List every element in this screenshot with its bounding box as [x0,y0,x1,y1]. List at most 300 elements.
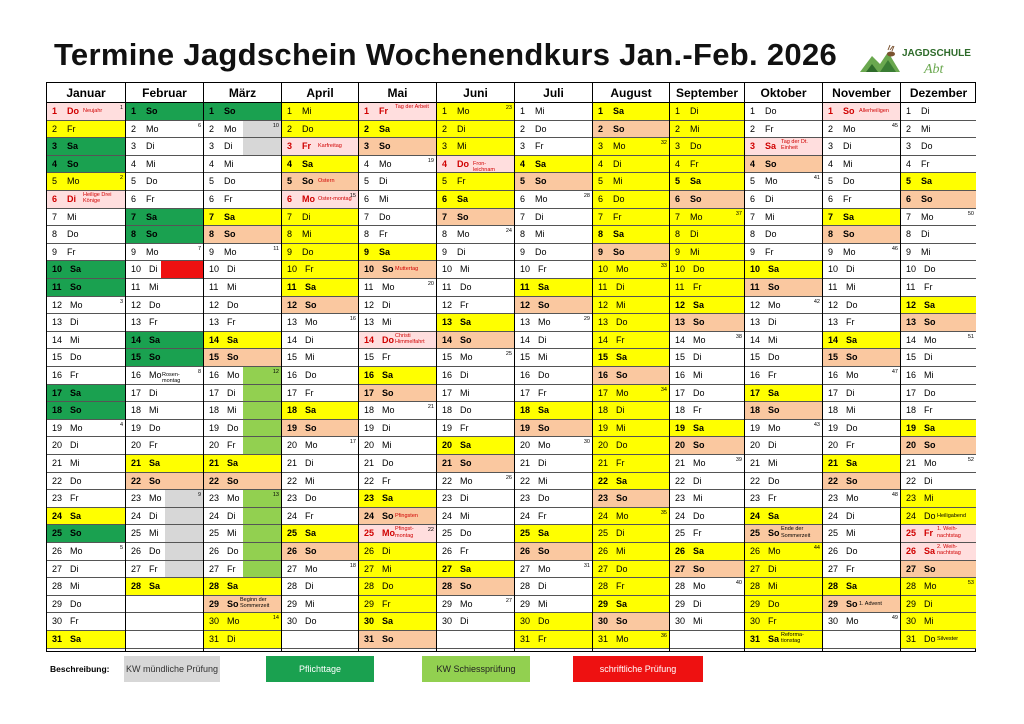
day-number: 19 [52,422,63,433]
weekday: Sa [693,299,705,310]
holiday-note: Heiligabend [937,512,967,519]
day-number: 12 [131,299,142,310]
calendar-week: 29 [583,316,590,323]
weekday: Fr [460,546,469,556]
day-number: 21 [828,458,839,468]
weekday: Di [693,598,702,609]
weekday: Fr [846,440,855,451]
month-column-märz [203,83,281,651]
weekday: Di [227,634,236,644]
day-number: 22 [287,475,298,486]
day-number: 25 [287,528,298,539]
day-cell [204,420,281,438]
weekday: So [460,581,472,592]
day-number: 1 [675,106,681,116]
weekday: Mi [535,229,545,240]
weekday: So [846,475,858,486]
day-cell [593,349,669,367]
day-cell [359,613,436,631]
day-cell [47,490,125,508]
day-cell [437,226,514,244]
weekday: Sa [693,422,705,433]
weekday: Sa [693,546,705,556]
day-number: 10 [209,264,220,275]
weekday: Mo [305,317,318,328]
weekday: Do [765,229,777,240]
month-header: Dezember [901,83,976,103]
day-number: 31 [520,634,531,644]
day-number: 9 [287,246,293,257]
day-number: 3 [442,141,448,152]
day-cell [437,543,514,561]
exam-marker [243,543,281,560]
day-cell [670,314,744,332]
day-cell [745,244,822,262]
weekday: So [765,158,777,169]
day-cell [282,508,358,526]
day-cell [593,191,669,209]
day-cell [823,173,900,191]
day-cell [359,631,436,649]
day-number: 27 [675,563,686,574]
weekday: Do [693,264,705,275]
day-number: 30 [52,616,63,627]
weekday: Fr [67,123,76,134]
day-cell [126,349,203,367]
day-number: 21 [287,458,298,468]
day-number: 14 [442,334,453,345]
day-number: 22 [131,475,142,486]
day-cell [282,437,358,455]
day-cell [437,385,514,403]
day-cell [204,613,281,631]
holiday-note: Ende der Sommerzeit [781,526,811,539]
weekday: Di [70,563,79,574]
day-number: 24 [675,510,686,521]
day-cell [670,244,744,262]
day-number: 13 [287,317,298,328]
day-cell [593,332,669,350]
day-number: 13 [209,317,220,328]
weekday: So [846,352,858,363]
day-cell [823,244,900,262]
weekday: Fr [302,141,311,152]
weekday: Fr [924,528,933,539]
day-cell [282,596,358,614]
day-cell [126,385,203,403]
day-cell [437,473,514,491]
weekday: Sa [70,634,82,644]
day-number: 9 [906,246,912,257]
day-cell [593,508,669,526]
day-number: 29 [52,598,63,609]
day-number: 29 [750,598,761,609]
day-number: 18 [906,405,917,416]
day-cell [745,525,822,543]
weekday: Mi [613,176,623,187]
day-number: 23 [209,493,220,504]
weekday: Do [70,598,82,609]
weekday: Do [765,106,777,116]
day-cell [437,525,514,543]
weekday: Fr [924,405,933,416]
weekday: Mi [538,475,548,486]
day-number: 7 [364,211,370,222]
day-cell [670,297,744,315]
weekday: Mi [460,510,470,521]
day-number: 8 [828,229,834,240]
day-cell [126,420,203,438]
day-number: 16 [52,370,63,380]
day-cell [437,420,514,438]
day-number: 11 [364,282,374,292]
day-number: 6 [828,194,834,204]
weekday: So [305,299,317,310]
day-cell [670,121,744,139]
day-number: 8 [209,229,215,240]
day-number: 30 [598,616,609,627]
weekday: Do [768,352,780,363]
day-number: 17 [828,387,839,398]
weekday: So [768,528,780,539]
legend-label: Beschreibung: [50,664,110,674]
day-cell [823,385,900,403]
day-cell [901,261,976,279]
day-number: 9 [364,246,370,257]
day-cell [126,191,203,209]
holiday-note: Pfingsten [395,512,418,519]
weekday: Mi [302,106,312,116]
weekday: Do [70,475,82,486]
month-header: August [593,83,669,103]
deer-mountain-icon [860,45,900,72]
day-number: 14 [52,334,63,345]
day-number: 12 [598,299,609,310]
weekday: So [843,229,855,240]
calendar-week: 45 [891,122,898,129]
day-number: 16 [828,370,839,380]
weekday: Mo [460,352,473,363]
day-cell [593,173,669,191]
day-cell [745,473,822,491]
exam-marker [161,261,203,278]
day-number: 3 [52,141,58,152]
day-number: 4 [364,158,370,169]
day-cell [901,490,976,508]
day-cell [47,156,125,174]
weekday: Fr [460,422,469,433]
day-number: 19 [131,422,142,433]
day-number: 24 [209,510,220,521]
day-cell [515,121,592,139]
day-number: 4 [906,158,912,169]
weekday: Di [924,598,933,609]
weekday: Mo [382,282,395,292]
day-cell [282,578,358,596]
day-number: 4 [442,158,448,169]
day-number: 28 [209,581,220,592]
day-number: 9 [828,246,834,257]
day-number: 26 [442,546,453,556]
day-cell [593,561,669,579]
weekday: Sa [616,475,628,486]
day-cell [47,525,125,543]
weekday: Di [146,141,155,152]
day-cell [515,385,592,403]
weekday: Do [924,387,936,398]
day-number: 7 [598,211,604,222]
weekday: Sa [305,405,317,416]
day-cell [126,156,203,174]
day-number: 15 [442,352,453,363]
weekday: Fr [305,264,314,275]
weekday: Sa [768,634,780,644]
day-number: 22 [520,475,531,486]
day-cell [593,121,669,139]
day-number: 26 [750,546,761,556]
day-number: 9 [52,246,58,257]
day-number: 11 [52,282,62,292]
day-cell [359,596,436,614]
day-cell [47,332,125,350]
day-number: 14 [287,334,298,345]
day-number: 29 [828,598,839,609]
day-number: 8 [520,229,526,240]
day-cell [515,455,592,473]
day-number: 25 [52,528,63,539]
day-number: 4 [287,158,293,169]
day-cell [47,561,125,579]
day-cell [901,561,976,579]
calendar-week: 22 [427,527,434,534]
calendar-week: 36 [660,633,667,639]
weekday: So [67,158,79,169]
weekday: So [693,440,705,451]
day-number: 8 [750,229,756,240]
day-cell [204,226,281,244]
weekday: Mo [382,528,395,539]
holiday-note: Neujahr [83,108,103,114]
day-cell [282,385,358,403]
calendar-week: 41 [813,175,820,182]
weekday: Mi [70,458,80,468]
day-cell [670,138,744,156]
day-number: 20 [209,440,220,451]
weekday: Di [379,176,388,187]
day-number: 3 [364,141,370,152]
day-cell [745,261,822,279]
month-header: Juni [437,83,514,103]
day-cell [126,508,203,526]
day-cell [515,525,592,543]
weekday: Mo [616,634,629,644]
year-calendar [46,82,976,652]
weekday: Fr [535,141,544,152]
weekday: Di [149,510,158,521]
weekday: Mi [538,598,548,609]
weekday: Sa [460,563,472,574]
day-cell [282,613,358,631]
day-cell [823,508,900,526]
weekday: Di [765,194,774,204]
month-header: April [282,83,358,103]
weekday: Fr [379,229,388,240]
day-cell [515,349,592,367]
day-number: 4 [598,158,604,169]
day-cell [359,473,436,491]
weekday: Sa [538,528,550,539]
weekday: Mo [538,440,551,451]
weekday: Sa [70,264,82,275]
weekday: Do [846,299,858,310]
holiday-note: Pfingst-montag [395,526,414,539]
day-cell [823,261,900,279]
holiday-note: Fron-leichnam [473,160,496,174]
weekday: Sa [616,352,628,363]
weekday: Fr [846,563,855,574]
day-number: 7 [287,211,293,222]
day-cell [593,578,669,596]
day-cell [282,138,358,156]
day-number: 12 [750,299,761,310]
weekday: Fr [843,194,852,204]
day-number: 22 [209,475,220,486]
weekday: Do [690,141,702,152]
day-number: 5 [598,176,604,187]
day-number: 9 [442,246,448,257]
day-cell [593,420,669,438]
day-cell [745,490,822,508]
holiday-note: Tag der Dt. Einheit [781,139,808,152]
day-cell [593,402,669,420]
day-cell [126,138,203,156]
day-number: 7 [520,211,526,222]
day-cell [282,402,358,420]
weekday: So [70,528,82,539]
day-cell [745,402,822,420]
day-number: 2 [442,123,448,134]
day-number: 16 [598,370,609,380]
day-number: 1 [828,106,834,116]
day-cell [745,596,822,614]
day-cell [901,631,976,649]
day-cell [126,261,203,279]
weekday: Fr [379,106,388,116]
weekday: Mo [538,317,551,328]
day-number: 19 [209,422,220,433]
day-cell [437,121,514,139]
holiday-note: Silvester [937,636,959,642]
day-cell [282,561,358,579]
weekday: Di [382,422,391,433]
day-number: 9 [209,246,215,257]
holiday-note: Christi Himmelfahrt [395,332,425,346]
day-number: 25 [906,528,917,539]
day-number: 5 [364,176,370,187]
day-number: 31 [906,634,917,644]
weekday: Fr [846,317,855,328]
month-column-september [669,83,744,651]
weekday: Mo [305,440,318,451]
day-cell [47,578,125,596]
weekday: So [538,422,550,433]
day-cell [515,543,592,561]
day-number: 2 [598,123,604,134]
day-number: 11 [131,282,141,292]
holiday-note: Allerheiligen [859,108,889,114]
month-column-dezember [900,83,976,651]
holiday-note: Heilige Drei Könige [83,192,112,205]
day-number: 21 [131,458,142,468]
day-number: 25 [131,528,142,539]
day-cell [901,297,976,315]
weekday: Mo [535,194,548,204]
day-number: 23 [287,493,298,504]
weekday: Fr [70,493,79,504]
day-number: 31 [209,634,220,644]
weekday: Sa [613,229,625,240]
day-number: 15 [750,352,761,363]
day-number: 22 [828,475,839,486]
day-cell [593,244,669,262]
weekday: Di [843,141,852,152]
month-header: September [670,83,744,103]
day-cell [359,402,436,420]
weekday: Do [768,598,780,609]
weekday: Sa [70,510,82,521]
day-cell [282,332,358,350]
day-cell [126,578,203,596]
weekday: Mi [302,229,312,240]
weekday: So [538,546,550,556]
day-number: 14 [131,334,142,345]
weekday: Di [227,387,236,398]
day-number: 17 [52,387,63,398]
weekday: Di [768,563,777,574]
weekday: Sa [149,581,161,592]
day-cell [901,473,976,491]
day-number: 2 [364,123,370,134]
weekday: Sa [616,598,628,609]
weekday: Sa [227,581,239,592]
day-number: 10 [828,264,839,275]
day-cell [745,173,822,191]
day-number: 17 [442,387,453,398]
weekday: Mo [765,176,778,187]
day-number: 27 [364,563,375,574]
day-number: 3 [520,141,526,152]
day-cell [437,261,514,279]
day-cell [47,297,125,315]
day-cell [593,279,669,297]
day-cell [670,209,744,227]
day-cell [204,596,281,614]
day-number: 18 [209,405,220,416]
day-cell [745,631,822,649]
day-number: 2 [675,123,681,134]
weekday: Mi [693,370,703,380]
day-cell [359,103,436,121]
day-number: 29 [364,598,375,609]
day-cell [901,314,976,332]
day-cell [204,490,281,508]
day-cell [515,226,592,244]
day-cell [437,209,514,227]
weekday: So [382,510,394,521]
day-cell [47,209,125,227]
day-number: 28 [287,581,298,592]
day-cell [204,138,281,156]
